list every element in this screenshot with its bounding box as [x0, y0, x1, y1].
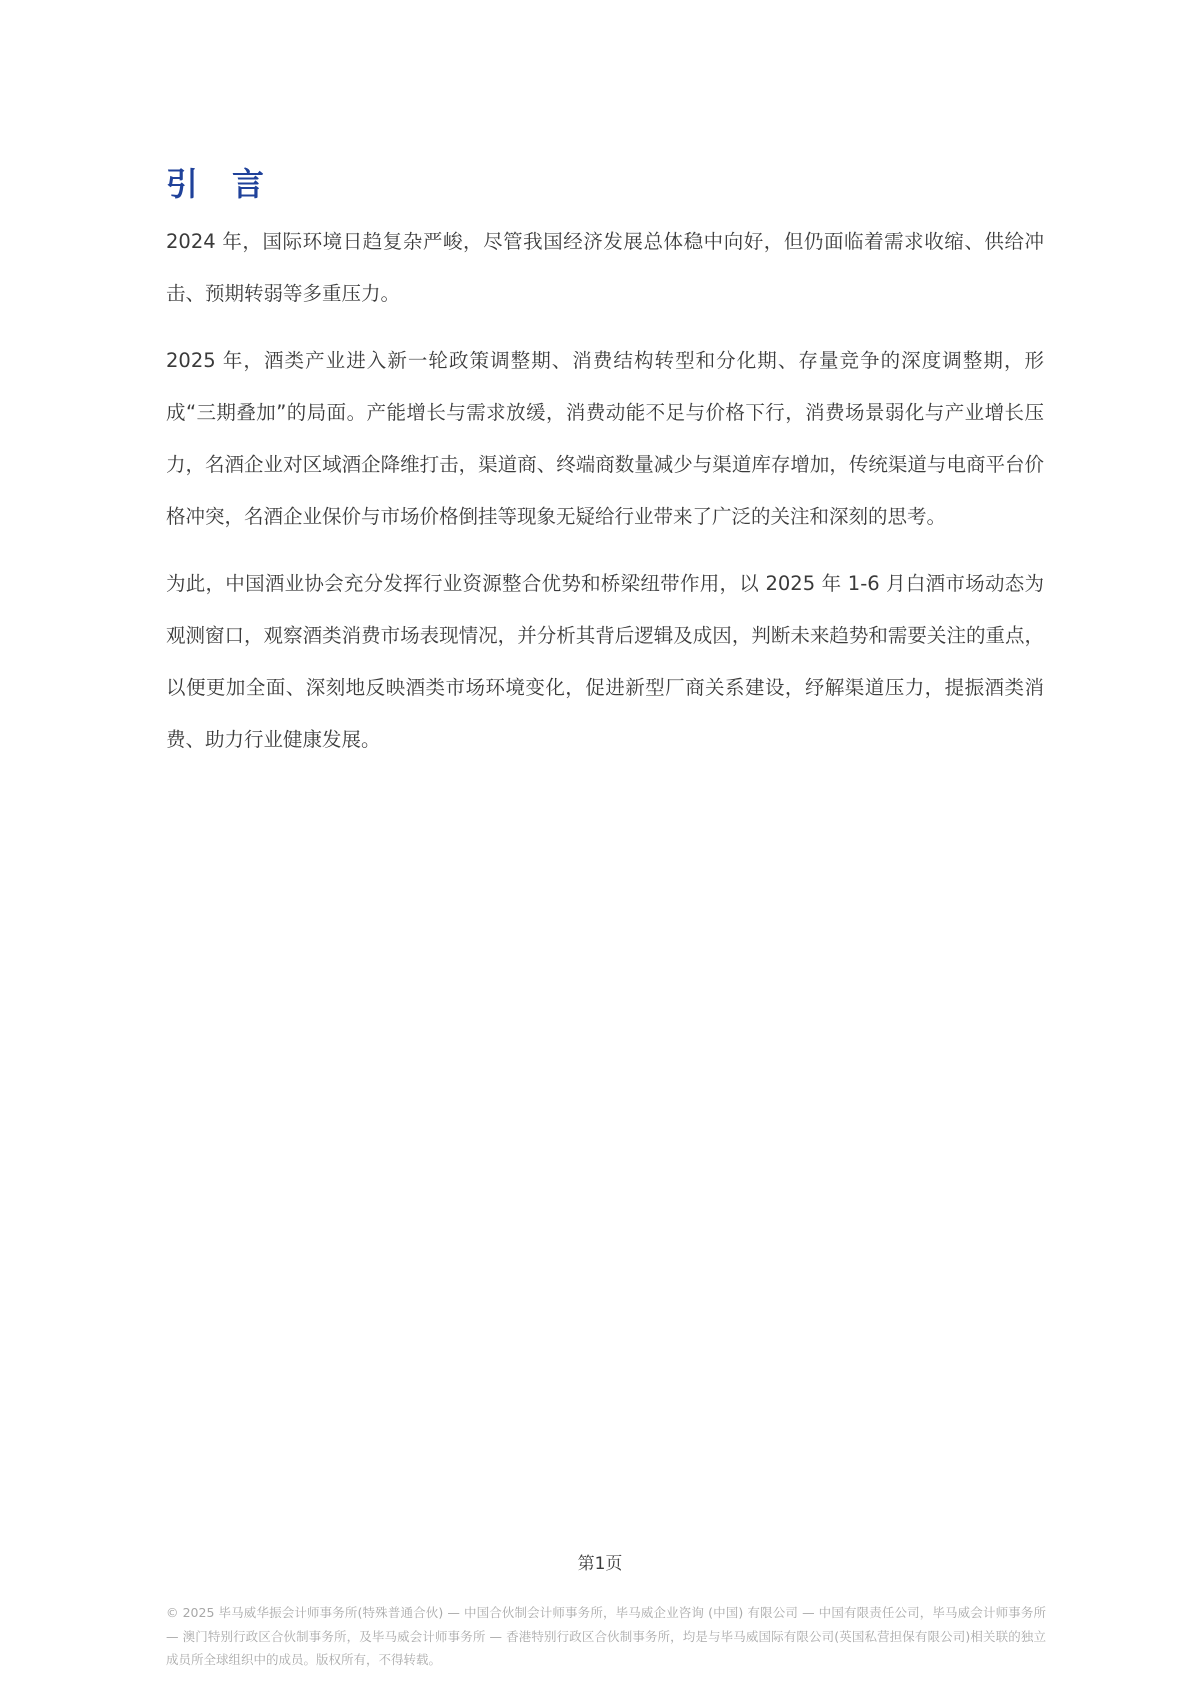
- page-number: 第1页: [577, 1554, 623, 1574]
- legal-disclaimer: © 2025 毕马威华振会计师事务所(特殊普通合伙) — 中国合伙制会计师事务所，毕马威企业咨询 (中国) 有限公司 — 中国有限责任公司，毕马威会计师事务所 — 澳门特别行政区合伙制事务所，及毕马威会计师事务所 — 香港特别行政区合伙制事务所，均是与毕马威国际有限公司(英国私营担保有限公司)相关联的独立成员所全球组织中的成员。版权所有，不得转载。: [166, 1605, 1046, 1667]
- document-body: [166, 166, 1044, 781]
- paragraph-association-purpose: 为此，中国酒业协会充分发挥行业资源整合优势和桥梁纽带作用，以 2025 年 1-6 月白酒市场动态为观测窗口，观察酒类消费市场表现情况，并分析其背后逻辑及成因，判断未来趋势和需要关注的重点，以便更加全面、深刻地反映酒类市场环境变化，促进新型厂商关系建设，纾解渠道压力，提振酒类消费、助力行业健康发展。: [166, 572, 1044, 751]
- page-title: 引 言: [166, 165, 266, 203]
- paragraph-2024-overview: 2024 年，国际环境日趋复杂严峻，尽管我国经济发展总体稳中向好，但仍面临着需求收缩、供给冲击、预期转弱等多重压力。: [166, 230, 1044, 305]
- paragraph-2025-industry: 2025 年，酒类产业进入新一轮政策调整期、消费结构转型和分化期、存量竞争的深度调整期，形成“三期叠加”的局面。产能增长与需求放缓，消费动能不足与价格下行，消费场景弱化与产业增长压力，名酒企业对区域酒企降维打击，渠道商、终端商数量减少与渠道库存增加，传统渠道与电商平台价格冲突，名酒企业保价与市场价格倒挂等现象无疑给行业带来了广泛的关注和深刻的思考。: [166, 349, 1044, 528]
